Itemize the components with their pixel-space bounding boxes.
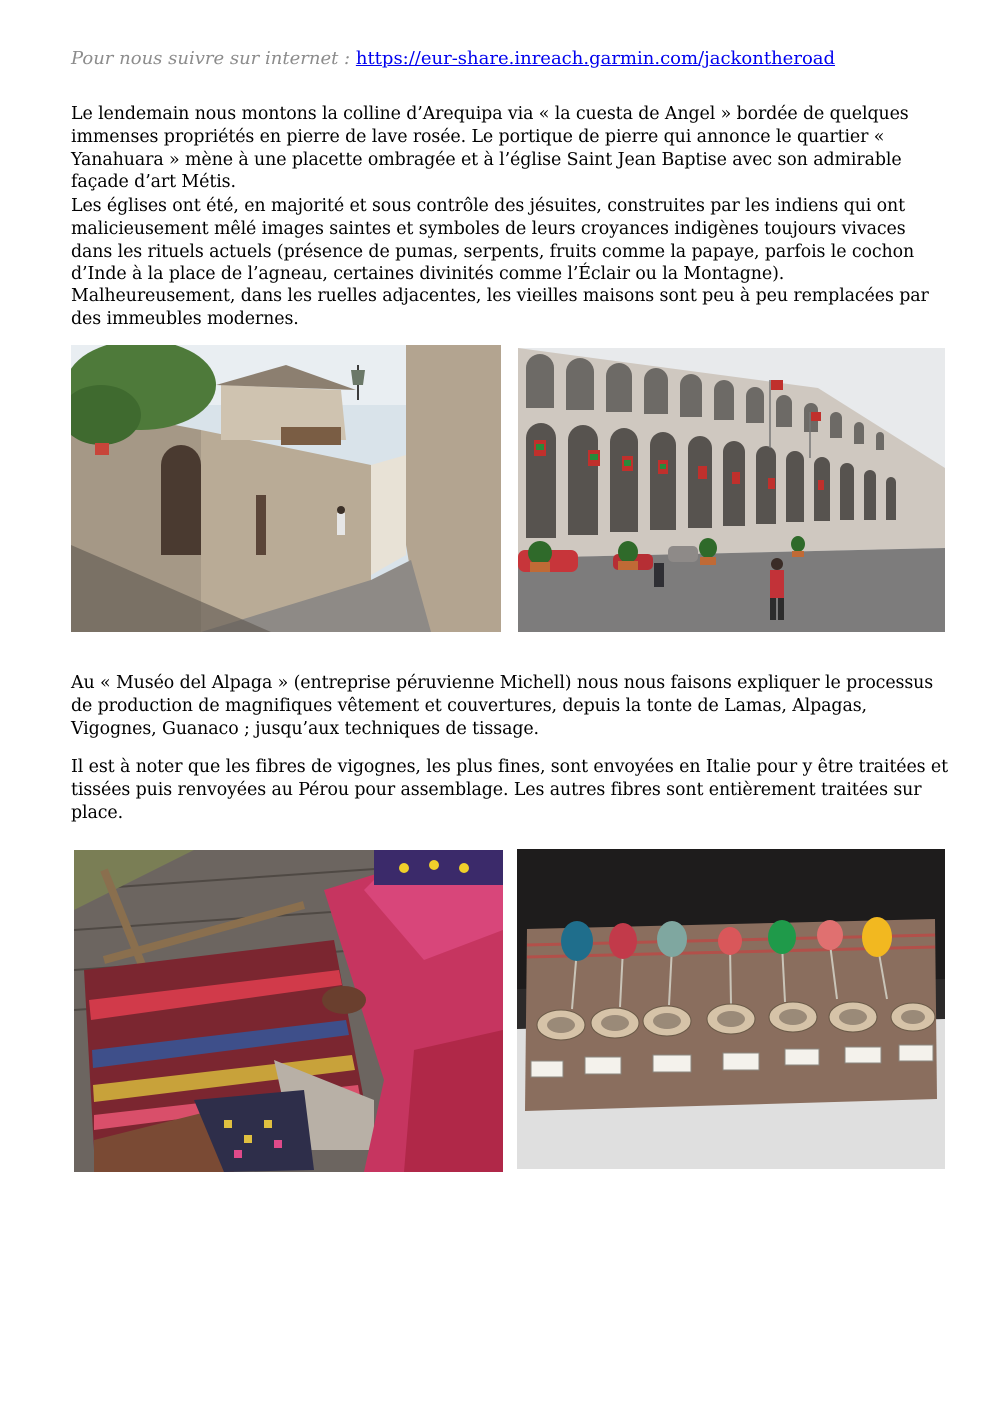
paragraph-modern-buildings: Malheureusement, dans les ruelles adjacentes, les vieilles maisons sont peu à peu remplacées par des immeubles modernes. (71, 286, 929, 329)
paragraph-alpaca-museum: Au « Muséo del Alpaga » (entreprise péruvienne Michell) nous nous faisons expliquer le processus de production de magnifiques vêtement et couvertures, depuis la tonte de Lamas, Alpagas, Vigognes, Guanaco ; jusqu’aux techniques de tissage. (71, 673, 934, 739)
paragraph-vicuna-fibres: Il est à noter que les fibres de vigognes, les plus fines, sont envoyées en Italie pour y être traitées et tissées puis renvoyées au Pérou pour assemblage. Les autres fibres sont entièrement traitées sur place. (71, 757, 948, 823)
tracking-link[interactable]: https://eur-share.inreach.garmin.com/jackontheroad (355, 48, 836, 69)
photo-narrow-stone-street (71, 345, 501, 632)
follow-label: Pour nous suivre sur internet : (71, 48, 351, 69)
follow-line (71, 46, 951, 72)
paragraph-churches: Les églises ont été, en majorité et sous contrôle des jésuites, construites par les indiens qui ont malicieusement mêlé images saintes et symboles de leurs croyances indigènes toujours vivaces dans les rituels actuels (présence de pumas, serpents, fruits comme la papaye, parfois le cochon d’Inde à la place de l’agneau, certaines divinités comme l’Éclair ou la Montagne). (71, 196, 915, 285)
photo-backstrap-weaving (74, 850, 503, 1172)
photo-dyed-wool-spindles (517, 849, 945, 1169)
photo-arcade-plaza (518, 348, 945, 632)
paragraph-arequipa: Le lendemain nous montons la colline d’Arequipa via « la cuesta de Angel » bordée de quelques immenses propriétés en pierre de lave rosée. Le portique de pierre qui annonce le quartier « Yanahuara » mène à une placette ombragée et à l’église Saint Jean Baptise avec son admirable façade d’art Métis. (71, 104, 909, 193)
